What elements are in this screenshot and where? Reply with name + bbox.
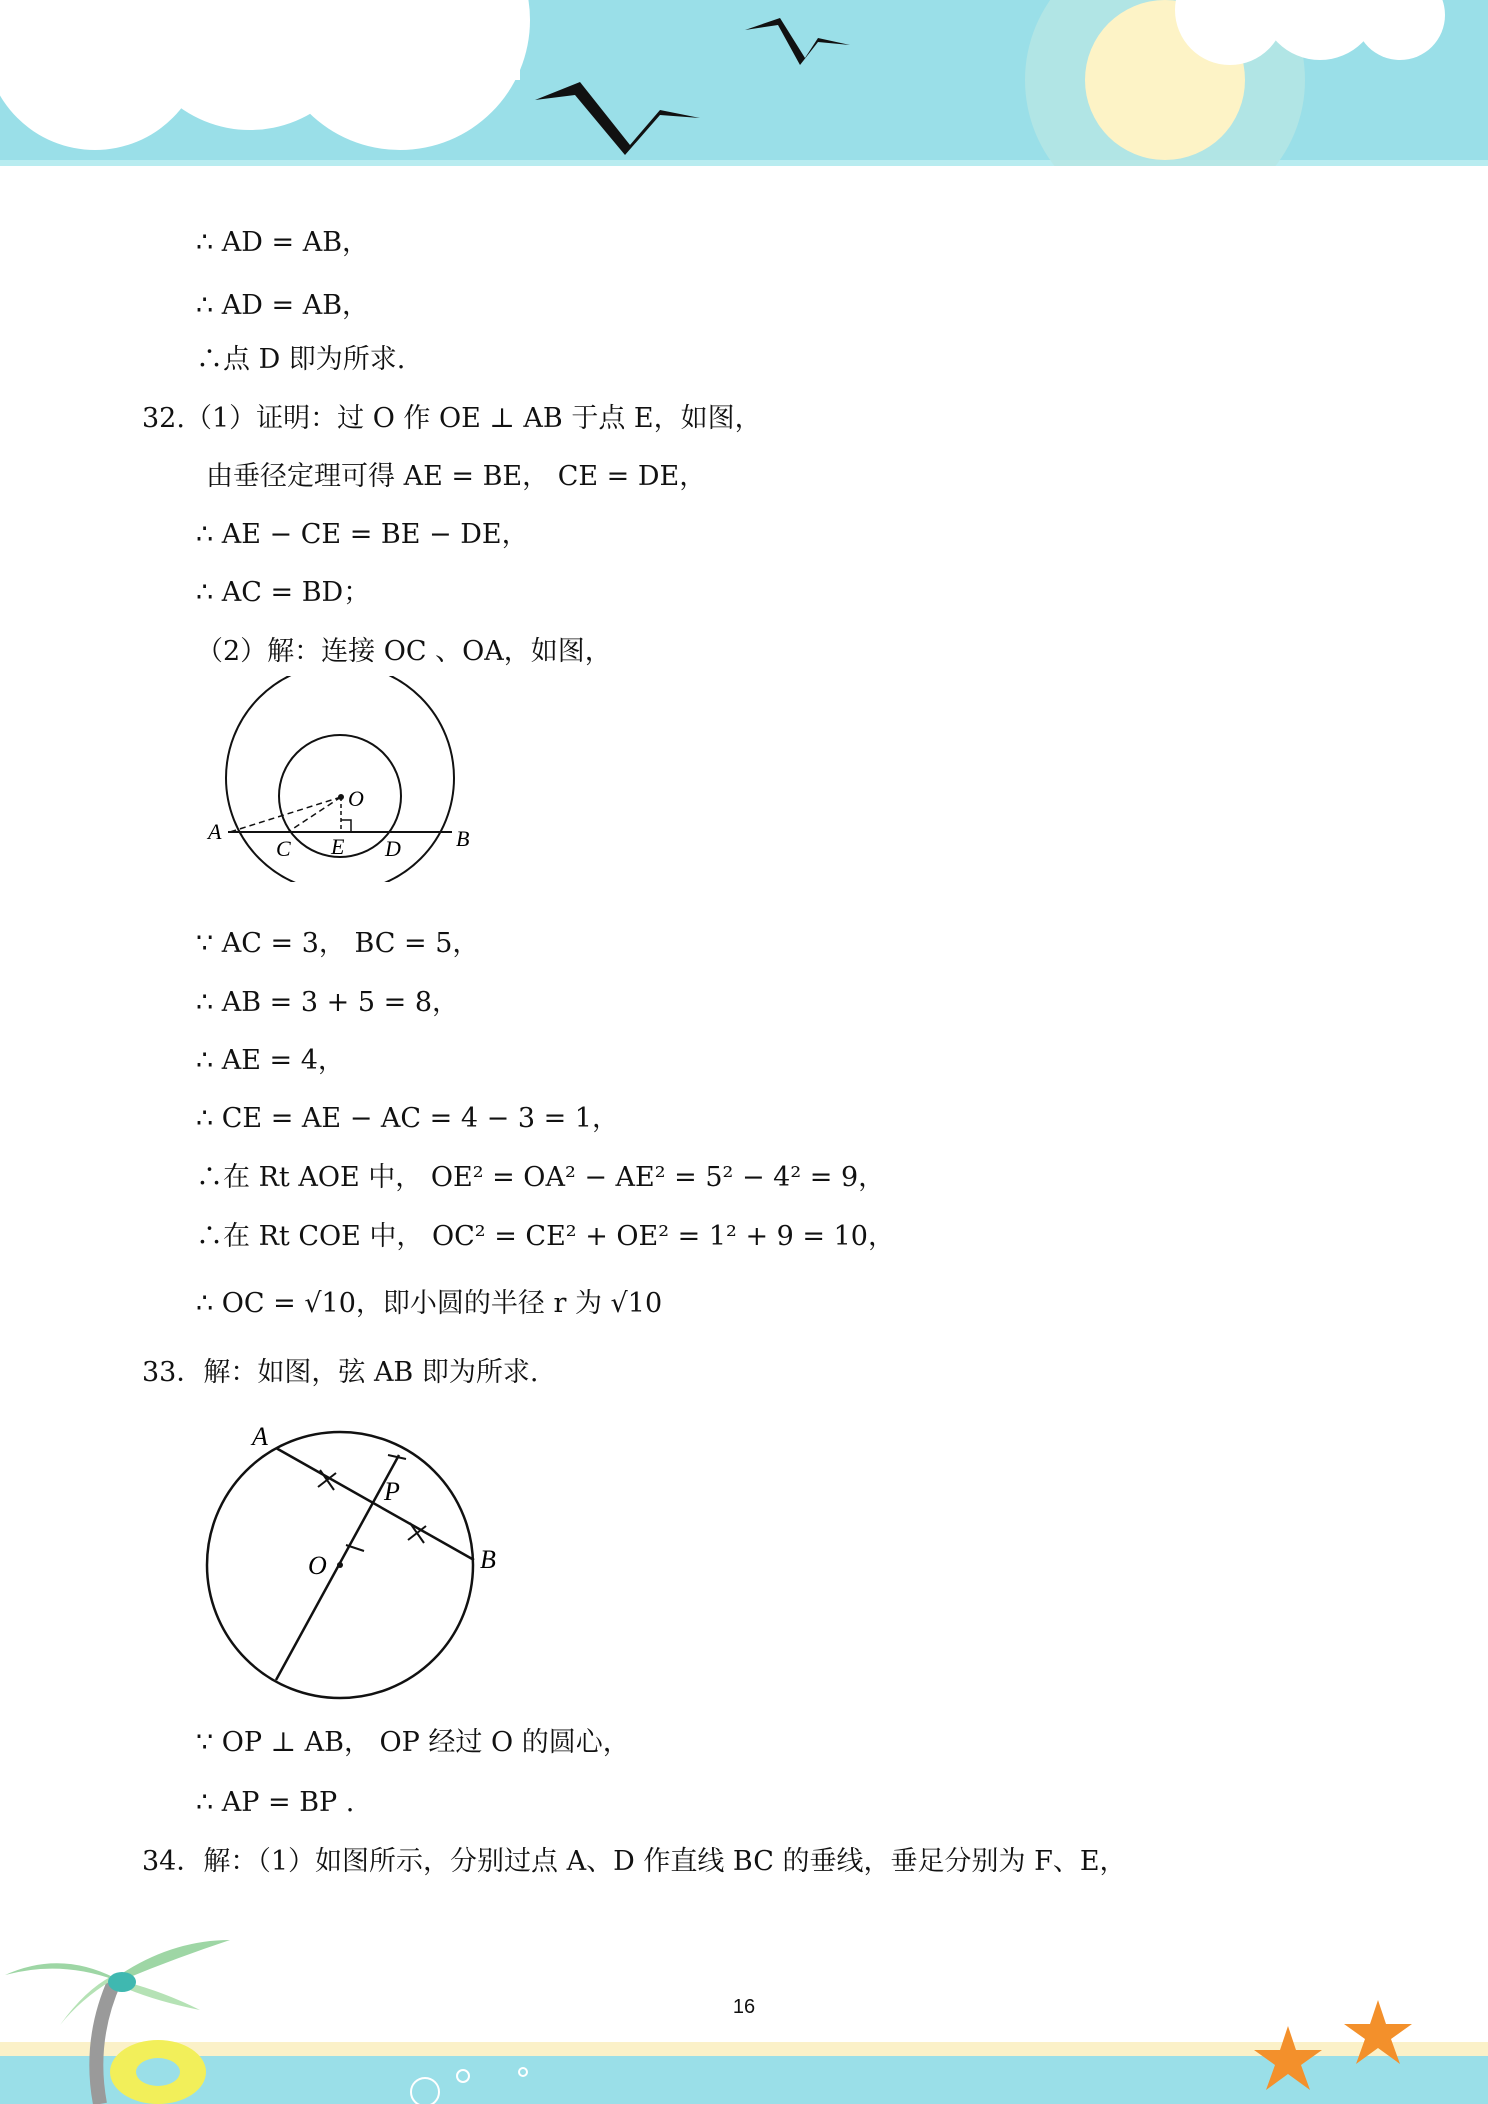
label-o: O [308,1551,327,1580]
footer-banner [0,1900,1488,2104]
chord-ab [276,1448,474,1560]
text-line: ∴点 D 即为所求. [196,344,406,375]
label-a: A [208,819,222,844]
text-line: ∴ AP = BP . [196,1787,355,1818]
segment-oa [230,797,341,832]
segment-oc [288,797,341,832]
label-c: C [276,836,291,861]
text-line: ∴ AD = AB， [196,227,370,258]
center-point [337,1562,343,1568]
label-b: B [480,1545,496,1574]
label-o: O [348,786,364,811]
label-d: D [385,836,401,861]
page-number: 16 [732,1996,756,2018]
text-line: ∴在 Rt COE 中， OC² = CE² + OE² = 1² + 9 = 10， [196,1221,895,1252]
label-e: E [331,834,345,859]
question-34-heading: 34．解：（1）如图所示，分别过点 A、D 作直线 BC 的垂线，垂足分别为 F、E， [142,1846,1127,1877]
text-line: ∴ AD = AB， [196,290,370,321]
swim-ring-icon [110,2040,206,2104]
text-line: ∴ CE = AE − AC = 4 − 3 = 1， [196,1103,619,1134]
cloud-left [0,0,530,150]
text-line: ∵ OP ⊥ AB， OP 经过 O 的圆心， [196,1727,630,1758]
label-a: A [252,1422,268,1451]
text-line: ∴ AE = 4， [196,1045,345,1076]
center-point [338,794,344,800]
cloud-right [1175,0,1445,65]
text-line: ∴ AE − CE = BE − DE， [196,519,529,550]
circle-chord-figure [196,1415,516,1705]
line-op [276,1455,399,1680]
text-line: （2）解：连接 OC 、OA，如图， [196,636,612,667]
concentric-circles-figure [200,676,480,882]
right-angle-mark [341,820,351,832]
text-line: ∴ AC = BD； [196,577,371,608]
text-line: ∴在 Rt AOE 中， OE² = OA² − AE² = 5² − 4² = 9， [196,1162,886,1193]
text-line: ∵ AC = 3， BC = 5， [196,928,480,959]
text-line: ∴ AB = 3 + 5 = 8， [196,987,459,1018]
header-banner [0,0,1488,166]
question-33-heading: 33．解：如图，弦 AB 即为所求. [142,1357,539,1388]
label-b: B [456,826,470,851]
label-p: P [384,1477,400,1506]
text-line: 由垂径定理可得 AE = BE， CE = DE， [206,461,707,492]
question-32-heading: 32.（1）证明：过 O 作 OE ⊥ AB 于点 E，如图， [142,403,762,434]
text-line: ∴ OC = √10，即小圆的半径 r 为 √10 [196,1288,663,1319]
